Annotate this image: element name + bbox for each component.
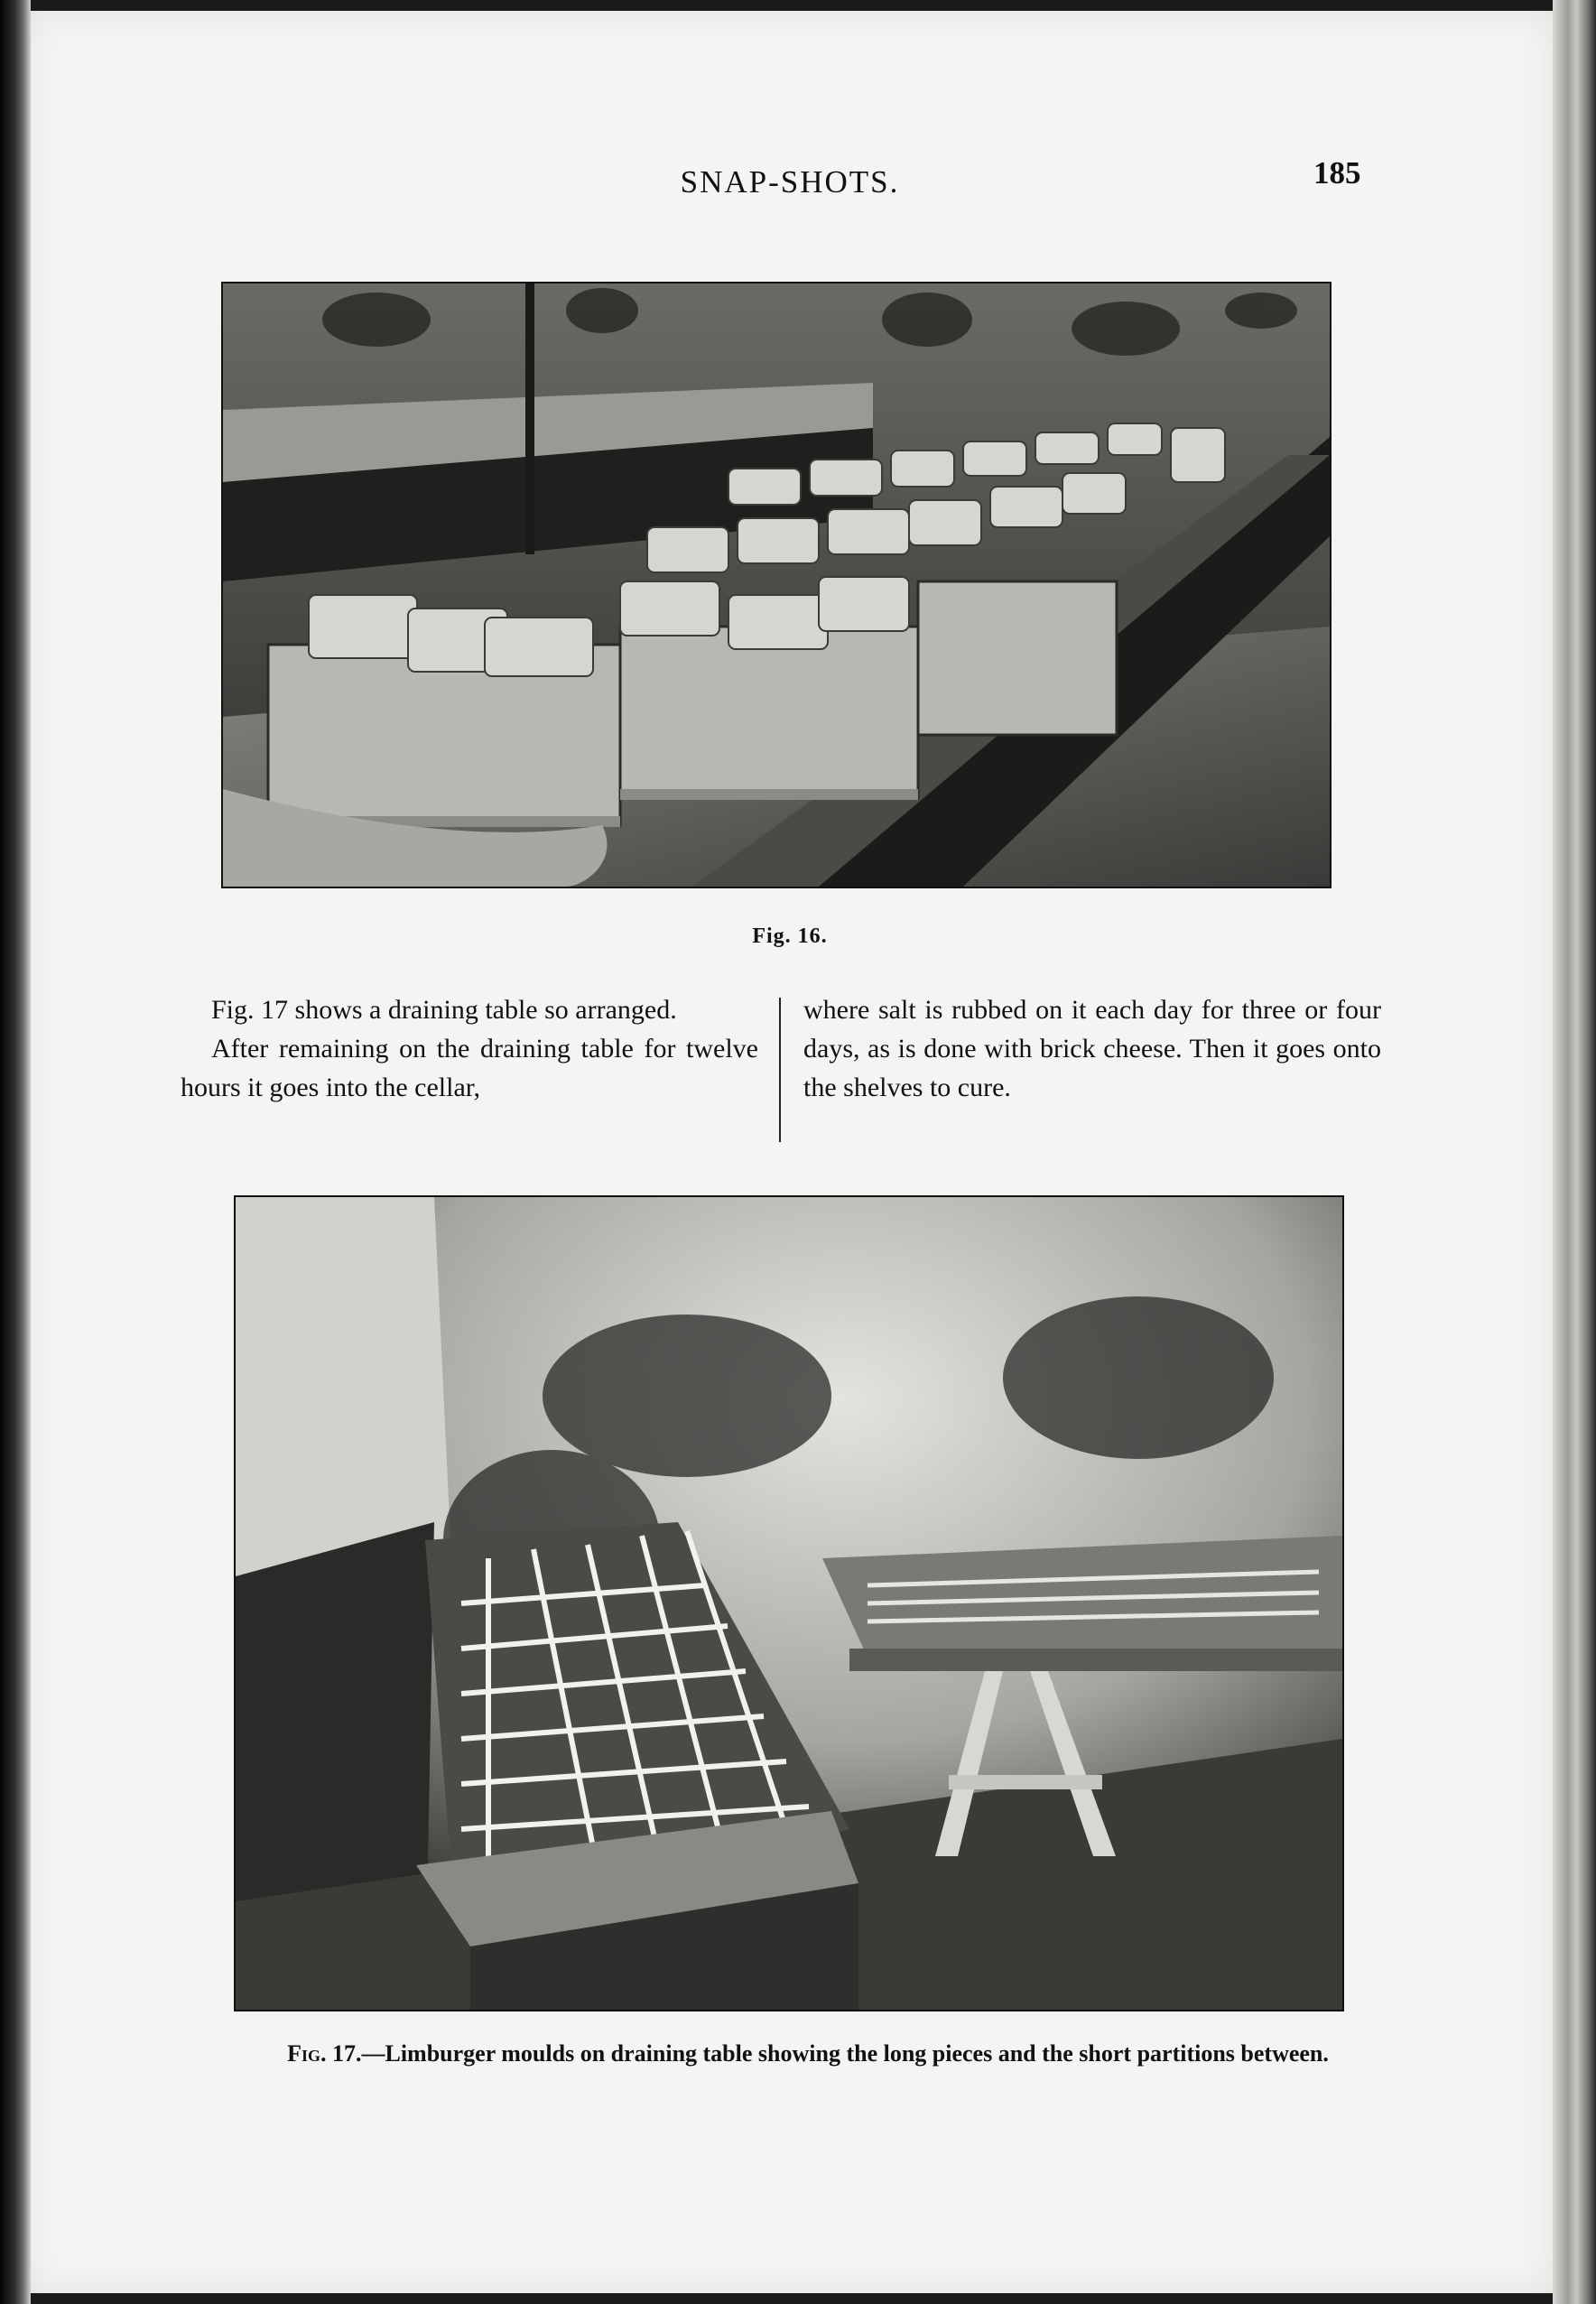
paragraph: After remaining on the draining table for twelve hours it goes into the cellar, <box>181 1034 758 1102</box>
figure-17-photo <box>234 1195 1344 2011</box>
figure-17-label: Fig. 17. <box>287 2040 362 2067</box>
paragraph: Fig. 17 shows a draining table so arranged. <box>211 995 677 1025</box>
text-column-left <box>181 990 758 1107</box>
figure-17-caption-text: —Limburger moulds on draining table showing the long pieces and the short partitions between. <box>361 2040 1329 2067</box>
column-divider <box>779 998 781 1142</box>
book-page <box>27 11 1553 2293</box>
figure-16-photo <box>221 282 1332 888</box>
page-number: 185 <box>1313 155 1361 190</box>
book-binding-edge <box>0 0 31 2304</box>
paragraph: where salt is rubbed on it each day for three or four days, as is done with brick cheese. Then it goes onto the shelves to cure. <box>803 995 1381 1102</box>
page-edge-right <box>1553 0 1596 2304</box>
figure-17-caption <box>208 2040 1408 2067</box>
running-head: SNAP-SHOTS. <box>680 164 900 200</box>
text-column-right <box>803 990 1381 1107</box>
figure-16-caption: Fig. 16. <box>752 924 828 948</box>
